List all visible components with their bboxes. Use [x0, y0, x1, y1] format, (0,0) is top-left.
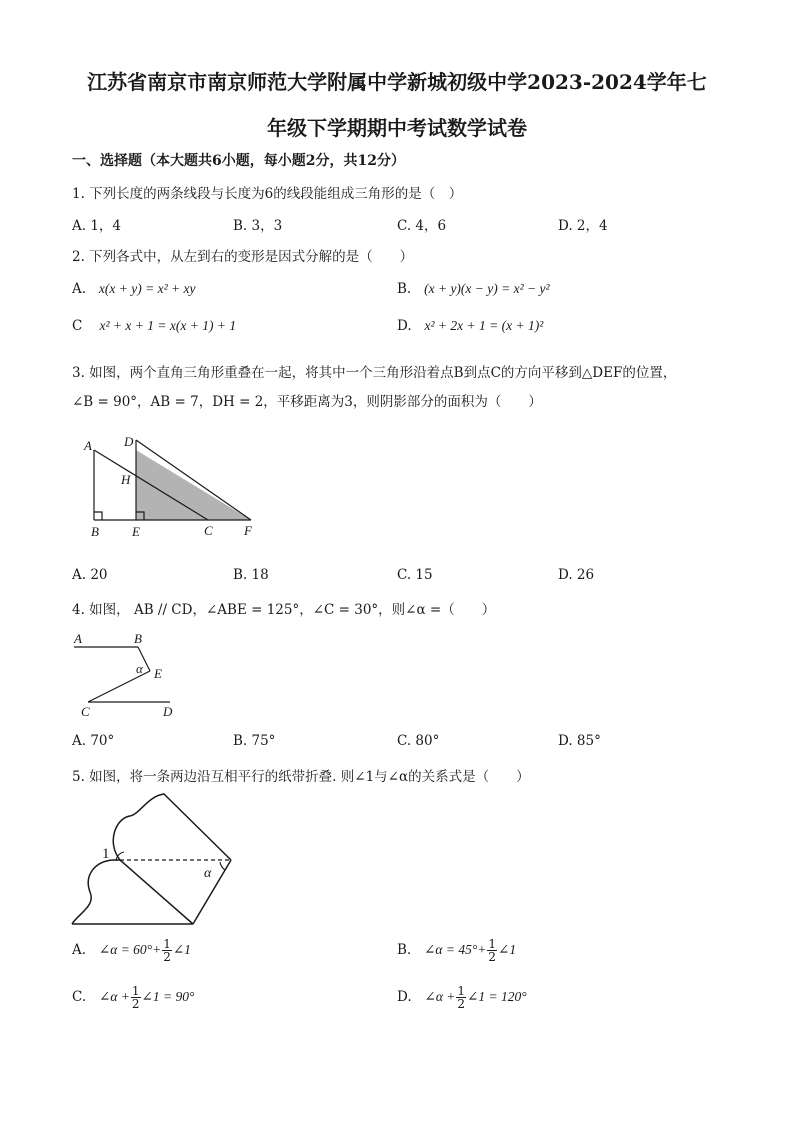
q5-option-b-den: 2 [488, 950, 497, 964]
q2-option-a-expr: x(x + y) = x² + xy [98, 281, 196, 296]
q1-option-b: B. 3，3 [233, 218, 283, 234]
q5-option-b-post: ∠1 [498, 942, 517, 957]
q5-option-a-den: 2 [163, 950, 171, 964]
q2-option-b-label: B. [397, 281, 412, 297]
q5-option-c [72, 985, 194, 1010]
q3-label-a: A [84, 438, 92, 453]
q5-option-c-half [131, 985, 141, 1010]
q2-option-a-label: A. [72, 281, 87, 297]
q3-label-h: H [121, 472, 131, 487]
q5-option-a-half [162, 938, 172, 963]
q5-option-c-post: ∠1 = 90° [141, 989, 195, 1004]
q3-option-d: D. 26 [558, 567, 595, 583]
q5-option-a-label: A. [72, 942, 87, 958]
q1-option-c: C. 4，6 [397, 218, 447, 234]
q3-figure-triangles [80, 432, 270, 544]
q5-option-b-half [487, 938, 497, 963]
q4-label-a: A [74, 631, 82, 646]
q5-option-a-num: 1 [163, 937, 171, 951]
q4-option-b: B. 75° [233, 733, 276, 749]
q3-stem-line2: ∠B = 90°，AB = 7，DH = 2，平移距离为3，则阴影部分的面积为（ ） [72, 394, 542, 410]
q5-option-b-label: B. [397, 942, 412, 958]
q5-option-d-half [456, 985, 466, 1010]
q3-shaded-region [136, 450, 251, 520]
q5-option-d [397, 985, 527, 1010]
q1-option-d: D. 2，4 [558, 218, 608, 234]
q3-option-a: A. 20 [72, 567, 108, 583]
q2-option-c-expr: x² + x + 1 = x(x + 1) + 1 [99, 318, 237, 333]
q5-option-a-post: ∠1 [172, 942, 191, 957]
q5-option-d-post: ∠1 = 120° [467, 989, 527, 1004]
q5-option-a-pre: ∠α = 60°+ [98, 942, 162, 957]
q2-option-c [72, 318, 236, 334]
q2-option-d [397, 318, 543, 334]
q5-label-alpha: α [204, 866, 212, 881]
q5-label-angle1: 1 [102, 846, 110, 862]
q4-label-b: B [134, 631, 142, 646]
q3-option-b: B. 18 [233, 567, 269, 583]
q3-label-e: E [132, 524, 140, 539]
q2-option-b [397, 281, 550, 297]
q5-option-c-den: 2 [131, 997, 140, 1011]
q2-option-d-label: D. [397, 318, 412, 334]
q2-option-b-expr: (x + y)(x − y) = x² − y² [424, 281, 550, 296]
q1-stem: 1. 下列长度的两条线段与长度为6的线段能组成三角形的是（ ） [72, 186, 463, 202]
q4-label-c: C [81, 704, 90, 719]
q3-label-d: D [124, 434, 134, 449]
q5-option-d-den: 2 [457, 997, 466, 1011]
q4-option-a: A. 70° [72, 733, 115, 749]
q5-option-d-num: 1 [457, 984, 466, 998]
q4-option-c: C. 80° [397, 733, 440, 749]
q5-option-c-num: 1 [131, 984, 140, 998]
q3-label-b: B [91, 524, 99, 539]
q4-figure-parallel-lines [70, 630, 190, 722]
q5-stem: 5. 如图，将一条两边沿互相平行的纸带折叠. 则∠1与∠α的关系式是（ ） [72, 769, 530, 785]
q4-stem: 4. 如图， AB // CD，∠ABE = 125°，∠C = 30°，则∠α =（ ） [72, 602, 496, 618]
q2-option-a [72, 281, 196, 297]
section-heading-choice: 一、选择题（本大题共6小题，每小题2分，共12分） [72, 153, 405, 169]
q4-option-d: D. 85° [558, 733, 601, 749]
q5-option-a [72, 938, 191, 963]
q3-label-c: C [204, 523, 213, 538]
q5-option-b [397, 938, 516, 963]
q1-option-a: A. 1，4 [72, 218, 122, 234]
q5-option-d-label: D. [397, 989, 412, 1005]
q3-option-c: C. 15 [397, 567, 433, 583]
exam-title-line1: 江苏省南京市南京师范大学附属中学新城初级中学2023-2024学年七 [87, 70, 707, 94]
q2-option-c-label: C [72, 318, 83, 334]
exam-title-line2: 年级下学期期中考试数学试卷 [267, 116, 527, 140]
q5-option-b-num: 1 [488, 937, 497, 951]
q4-label-d: D [163, 704, 173, 719]
q5-figure-folded-strip [68, 790, 243, 930]
q4-label-e: E [154, 666, 162, 681]
q5-option-d-pre: ∠α + [424, 989, 456, 1004]
q3-label-f: F [244, 523, 252, 538]
q2-option-d-expr: x² + 2x + 1 = (x + 1)² [424, 318, 544, 333]
q4-label-alpha: α [136, 661, 143, 676]
q5-option-c-label: C. [72, 989, 87, 1005]
q2-stem: 2. 下列各式中，从左到右的变形是因式分解的是（ ） [72, 249, 414, 265]
q5-option-b-pre: ∠α = 45°+ [424, 942, 487, 957]
q3-stem-line1: 3. 如图，两个直角三角形重叠在一起，将其中一个三角形沿着点B到点C的方向平移到△DEF的位置， [72, 365, 677, 381]
q5-option-c-pre: ∠α + [99, 989, 130, 1004]
